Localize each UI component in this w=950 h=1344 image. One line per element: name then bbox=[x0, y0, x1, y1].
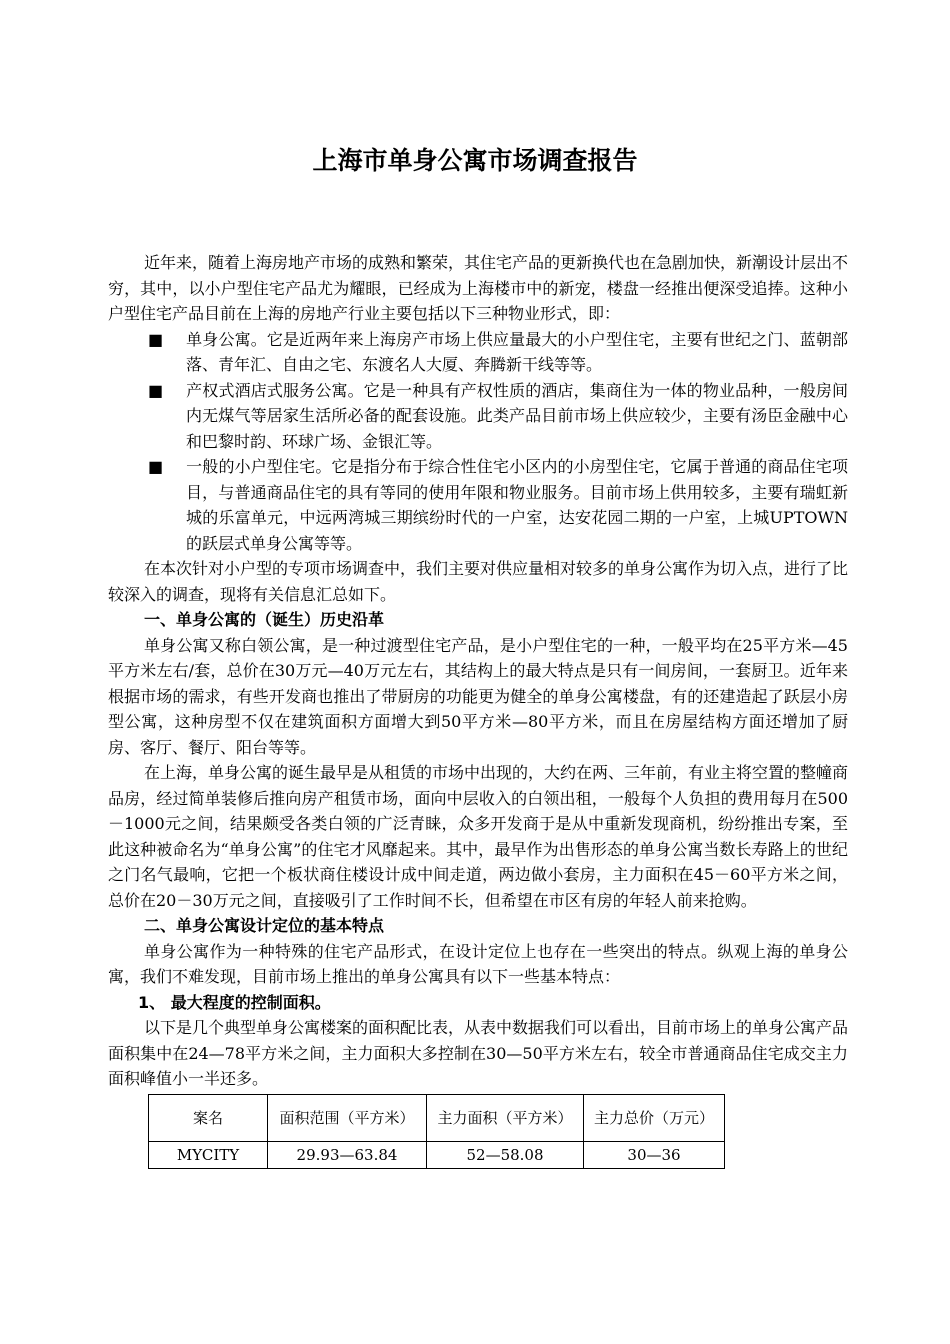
section1-heading: 一、单身公寓的（诞生）历史沿革 bbox=[144, 610, 385, 629]
document-title: 上海市单身公寓市场调查报告 bbox=[312, 146, 638, 175]
table-row bbox=[149, 1141, 725, 1168]
subsection1-paragraph: 以下是几个典型单身公寓楼案的面积配比表，从表中数据我们可以看出，目前市场上的单身公寓产品面积集中在24—78平方米之间，主力面积大多控制在30—50平方米左右，较全市普通商品住宅成交主力面积峰值小一半还多。 bbox=[108, 1018, 849, 1088]
bullet-text: 单身公寓。它是近两年来上海房产市场上供应量最大的小户型住宅，主要有世纪之门、蓝朝部落、青年汇、自由之宅、东渡名人大厦、奔腾新干线等等。 bbox=[186, 329, 848, 374]
bullet-item bbox=[148, 378, 848, 455]
document-body bbox=[108, 250, 848, 1169]
section2-heading: 二、单身公寓设计定位的基本特点 bbox=[144, 916, 385, 935]
area-ratio-table bbox=[148, 1094, 725, 1169]
bullet-item bbox=[148, 327, 848, 378]
table-header-row bbox=[149, 1094, 725, 1141]
square-bullet-icon: ■ bbox=[148, 329, 164, 349]
bullet-item bbox=[148, 454, 848, 556]
survey-intro-paragraph: 在本次针对小户型的专项市场调查中，我们主要对供应量相对较多的单身公寓作为切入点，进行了比较深入的调查，现将有关信息汇总如下。 bbox=[108, 559, 849, 604]
table-cell: MYCITY bbox=[149, 1141, 268, 1168]
section1-paragraph: 单身公寓又称白领公寓，是一种过渡型住宅产品，是小户型住宅的一种，一般平均在25平方米—45平方米左右/套，总价在30万元—40万元左右，其结构上的最大特点是只有一间房间，一套厨卫。近年来根据市场的需求，有些开发商也推出了带厨房的功能更为健全的单身公寓楼盘，有的还建造起了跃层小房型公寓，这种房型不仅在建筑面积方面增大到50平方米—80平方米，而且在房屋结构方面还增加了厨房、客厅、餐厅、阳台等等。 bbox=[108, 635, 848, 757]
subsection1-heading: 1、 最大程度的控制面积。 bbox=[138, 992, 331, 1012]
section1-paragraph: 在上海，单身公寓的诞生最早是从租赁的市场中出现的，大约在两、三年前，有业主将空置的整幢商品房，经过简单装修后推向房产租赁市场，面向中层收入的白领出租，一般每个人负担的费用每月在500－1000元之间，结果颇受各类白领的广泛青睐，众多开发商于是从中重新发现商机，纷纷推出专案，至此这种被命名为“单身公寓”的住宅才风靡起来。其中，最早作为出售形态的单身公寓当数长寿路上的世纪之门名气最响，它把一个板状商住楼设计成中间走道，两边做小套房，主力面积在45－60平方米之间，总价在20－30万元之间，直接吸引了工作时间不长，但希望在市区有房的年轻人前来抢购。 bbox=[108, 763, 849, 910]
table-cell: 52—58.08 bbox=[427, 1141, 584, 1168]
bullet-text: 产权式酒店式服务公寓。它是一种具有产权性质的酒店，集商住为一体的物业品种，一般房间内无煤气等居家生活所必备的配套设施。此类产品目前市场上供应较少，主要有汤臣金融中心和巴黎时韵、环球广场、金银汇等。 bbox=[186, 380, 848, 451]
square-bullet-icon: ■ bbox=[148, 457, 164, 476]
bullet-text: 一般的小户型住宅。它是指分布于综合性住宅小区内的小房型住宅，它属于普通的商品住宅项目，与普通商品住宅的具有等同的使用年限和物业服务。目前市场上供用较多，主要有瑞虹新城的乐富单元，中远两湾城三期缤纷时代的一户室，达安花园二期的一户室，上城UPTOWN的跃层式单身公寓等等。 bbox=[186, 457, 848, 553]
intro-paragraph: 近年来，随着上海房地产市场的成熟和繁荣，其住宅产品的更新换代也在急剧加快，新潮设计层出不穷，其中，以小户型住宅产品尤为耀眼，已经成为上海楼市中的新宠，楼盘一经推出便深受追捧。这种小户型住宅产品目前在上海的房地产行业主要包括以下三种物业形式，即： bbox=[108, 253, 849, 323]
table-header-cell: 主力总价（万元） bbox=[584, 1094, 725, 1141]
table-cell: 30—36 bbox=[584, 1141, 725, 1168]
section2-paragraph: 单身公寓作为一种特殊的住宅产品形式，在设计定位上也存在一些突出的特点。纵观上海的单身公寓，我们不难发现，目前市场上推出的单身公寓具有以下一些基本特点： bbox=[108, 941, 848, 986]
table-header-cell: 案名 bbox=[149, 1094, 268, 1141]
table-header-cell: 面积范围（平方米） bbox=[268, 1094, 427, 1141]
square-bullet-icon: ■ bbox=[148, 380, 164, 400]
table-header-cell: 主力面积（平方米） bbox=[427, 1094, 584, 1141]
table-cell: 29.93—63.84 bbox=[268, 1141, 427, 1168]
